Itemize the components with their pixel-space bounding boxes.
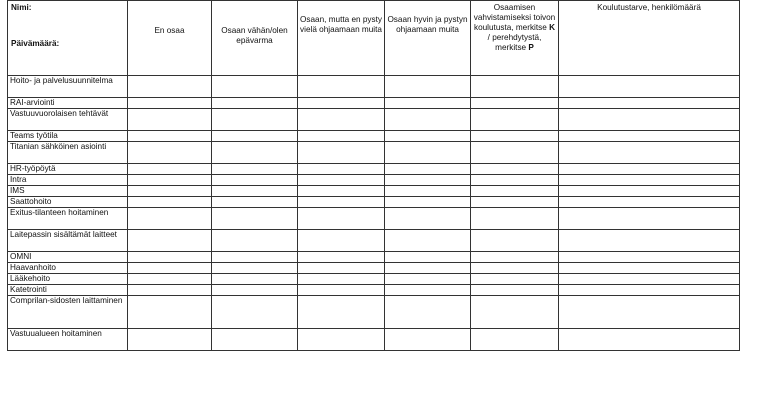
row-label: Teams työtila [8,131,128,142]
row-label: Hoito- ja palvelusuunnitelma [8,76,128,98]
answer-cell[interactable] [128,285,212,296]
answer-cell[interactable] [559,98,740,109]
answer-cell[interactable] [471,98,559,109]
row-label: Saattohoito [8,197,128,208]
answer-cell[interactable] [385,329,471,351]
answer-cell[interactable] [385,197,471,208]
answer-cell[interactable] [212,109,298,131]
table-row [8,186,740,197]
column-header-osaan-vahan: Osaan vähän/olen epävarma [212,1,298,76]
answer-cell[interactable] [559,296,740,329]
answer-cell[interactable] [128,296,212,329]
answer-cell[interactable] [128,197,212,208]
answer-cell[interactable] [471,263,559,274]
answer-cell[interactable] [471,76,559,98]
row-label: Comprilan-sidosten laittaminen [8,296,128,329]
answer-cell[interactable] [385,175,471,186]
row-label: IMS [8,186,128,197]
table-row [8,164,740,175]
table-row [8,329,740,351]
column-header-osaan-mutta: Osaan, mutta en pysty vielä ohjaamaan muita [298,1,385,76]
answer-cell[interactable] [559,109,740,131]
table-row [8,252,740,263]
answer-cell[interactable] [559,142,740,164]
answer-cell[interactable] [128,208,212,230]
answer-cell[interactable] [559,230,740,252]
answer-cell[interactable] [385,142,471,164]
answer-cell[interactable] [471,296,559,329]
answer-cell[interactable] [385,98,471,109]
answer-cell[interactable] [212,131,298,142]
answer-cell[interactable] [385,230,471,252]
column-header-koulutustarve: Koulutustarve, henkilömäärä [559,1,740,76]
answer-cell[interactable] [128,274,212,285]
answer-cell[interactable] [471,230,559,252]
answer-cell[interactable] [471,274,559,285]
answer-cell[interactable] [128,109,212,131]
mark-p: P [528,43,534,52]
answer-cell[interactable] [471,186,559,197]
answer-cell[interactable] [128,175,212,186]
row-label: Exitus-tilanteen hoitaminen [8,208,128,230]
answer-cell[interactable] [298,208,385,230]
answer-cell[interactable] [212,76,298,98]
answer-cell[interactable] [471,197,559,208]
row-label: Vastuuvuorolaisen tehtävät [8,109,128,131]
table-row [8,109,740,131]
answer-cell[interactable] [128,142,212,164]
table-row [8,296,740,329]
answer-cell[interactable] [212,164,298,175]
row-label: RAI-arviointi [8,98,128,109]
answer-cell[interactable] [385,186,471,197]
answer-cell[interactable] [128,263,212,274]
answer-cell[interactable] [471,175,559,186]
answer-cell[interactable] [298,164,385,175]
answer-cell[interactable] [471,208,559,230]
table-row [8,142,740,164]
answer-cell[interactable] [212,329,298,351]
answer-cell[interactable] [298,76,385,98]
answer-cell[interactable] [128,230,212,252]
answer-cell[interactable] [298,186,385,197]
answer-cell[interactable] [298,230,385,252]
column-header-en-osaa: En osaa [128,1,212,76]
table-row [8,230,740,252]
answer-cell[interactable] [471,252,559,263]
answer-cell[interactable] [212,285,298,296]
row-label: Lääkehoito [8,274,128,285]
answer-cell[interactable] [298,175,385,186]
table-row [8,175,740,186]
answer-cell[interactable] [212,274,298,285]
answer-cell[interactable] [385,263,471,274]
row-label: OMNI [8,252,128,263]
answer-cell[interactable] [298,263,385,274]
answer-cell[interactable] [298,329,385,351]
answer-cell[interactable] [298,285,385,296]
answer-cell[interactable] [212,230,298,252]
answer-cell[interactable] [471,285,559,296]
answer-cell[interactable] [212,175,298,186]
answer-cell[interactable] [385,252,471,263]
answer-cell[interactable] [559,263,740,274]
table-row [8,131,740,142]
answer-cell[interactable] [385,296,471,329]
table-row [8,285,740,296]
answer-cell[interactable] [385,109,471,131]
answer-cell[interactable] [212,197,298,208]
answer-cell[interactable] [471,329,559,351]
answer-cell[interactable] [298,274,385,285]
answer-cell[interactable] [559,164,740,175]
row-label: HR-työpöytä [8,164,128,175]
answer-cell[interactable] [212,186,298,197]
row-label: Intra [8,175,128,186]
answer-cell[interactable] [559,197,740,208]
answer-cell[interactable] [559,76,740,98]
answer-cell[interactable] [212,142,298,164]
answer-cell[interactable] [128,329,212,351]
answer-cell[interactable] [128,186,212,197]
answer-cell[interactable] [385,274,471,285]
answer-cell[interactable] [212,263,298,274]
answer-cell[interactable] [385,164,471,175]
answer-cell[interactable] [559,175,740,186]
answer-cell[interactable] [471,109,559,131]
answer-cell[interactable] [559,285,740,296]
header-row [8,1,740,76]
answer-cell[interactable] [559,329,740,351]
answer-cell[interactable] [559,252,740,263]
answer-cell[interactable] [385,131,471,142]
answer-cell[interactable] [298,252,385,263]
table-row [8,274,740,285]
answer-cell[interactable] [385,285,471,296]
table-row [8,197,740,208]
answer-cell[interactable] [471,131,559,142]
answer-cell[interactable] [212,208,298,230]
row-label: Vastuualueen hoitaminen [8,329,128,351]
header-name-date-cell [8,1,128,76]
answer-cell[interactable] [559,131,740,142]
column-header-koulutus-toive: Osaamisen vahvistamiseksi toivon koulutusta, merkitse K / perehdytystä, merkitse P [471,1,559,76]
answer-cell[interactable] [298,296,385,329]
table-row [8,98,740,109]
mark-k: K [549,23,555,32]
answer-cell[interactable] [559,186,740,197]
name-label: Nimi: [11,3,32,12]
row-label: Laitepassin sisältämät laitteet [8,230,128,252]
table-row [8,263,740,274]
answer-cell[interactable] [298,142,385,164]
answer-cell[interactable] [212,252,298,263]
answer-cell[interactable] [128,252,212,263]
answer-cell[interactable] [128,164,212,175]
answer-cell[interactable] [298,131,385,142]
answer-cell[interactable] [128,98,212,109]
column-header-osaan-hyvin: Osaan hyvin ja pystyn ohjaamaan muita [385,1,471,76]
answer-cell[interactable] [385,76,471,98]
row-label: Titanian sähköinen asiointi [8,142,128,164]
table-row [8,76,740,98]
answer-cell[interactable] [212,98,298,109]
row-label: Haavanhoito [8,263,128,274]
answer-cell[interactable] [559,274,740,285]
table-row [8,208,740,230]
answer-cell[interactable] [212,296,298,329]
skills-assessment-table [7,0,740,351]
answer-cell[interactable] [128,76,212,98]
answer-cell[interactable] [298,197,385,208]
answer-cell[interactable] [471,142,559,164]
answer-cell[interactable] [471,164,559,175]
date-label: Päivämäärä: [11,39,60,48]
answer-cell[interactable] [298,109,385,131]
answer-cell[interactable] [559,208,740,230]
answer-cell[interactable] [128,131,212,142]
answer-cell[interactable] [385,208,471,230]
row-label: Katetrointi [8,285,128,296]
answer-cell[interactable] [298,98,385,109]
